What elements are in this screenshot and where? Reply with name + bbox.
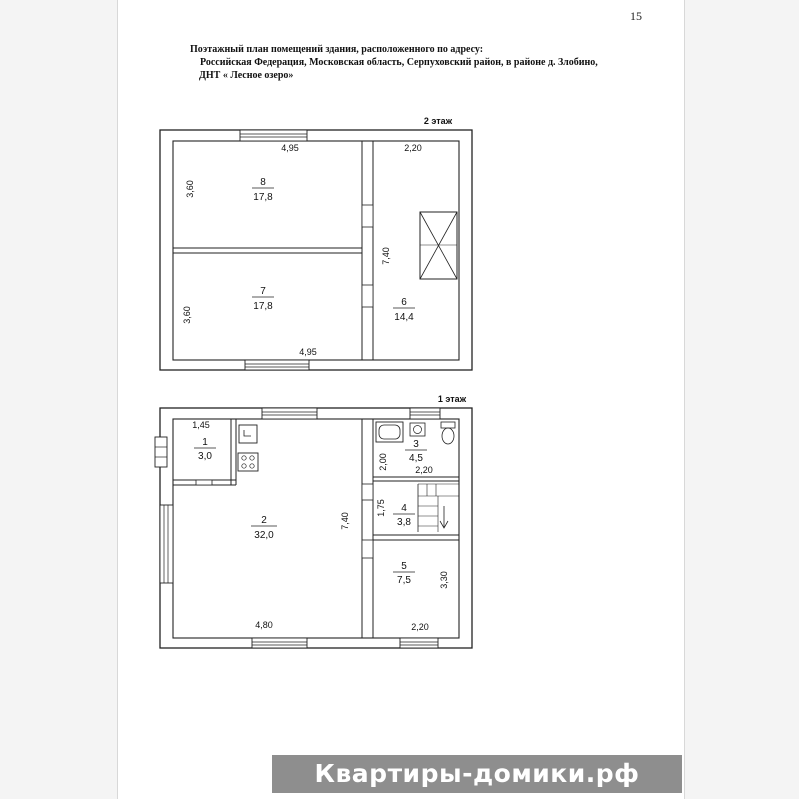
room-6-height: 7,40 — [381, 247, 391, 265]
floor-2-label: 2 этаж — [423, 116, 453, 126]
room-2-width: 4,80 — [255, 620, 273, 630]
room-3-height: 2,00 — [378, 453, 388, 471]
room-5-height: 3,30 — [439, 571, 449, 589]
room-8-height: 3,60 — [185, 180, 195, 198]
room-8-number: 8 — [260, 177, 266, 188]
room-7-area: 17,8 — [253, 301, 273, 312]
room-3-area: 4,5 — [409, 453, 423, 464]
room-3-width: 2,20 — [415, 465, 433, 475]
room-2-height: 7,40 — [340, 512, 350, 530]
room-3-number: 3 — [413, 439, 419, 450]
room-2-number: 2 — [261, 515, 267, 526]
title-line-2: Российская Федерация, Московская область, Серпуховский район, в районе д. Злобино, — [200, 57, 598, 68]
room-8-width: 4,95 — [281, 143, 299, 153]
room-6-area: 14,4 — [394, 312, 414, 323]
room-6-number: 6 — [401, 297, 407, 308]
window-bottom-right-f1 — [400, 638, 438, 648]
site-watermark: Квартиры-домики.рф — [272, 755, 682, 793]
floor-1-label: 1 этаж — [437, 394, 467, 404]
room-1-number: 1 — [202, 437, 208, 448]
room-7-height: 3,60 — [182, 306, 192, 324]
window-left-f1 — [160, 505, 173, 583]
room-5-area: 7,5 — [397, 575, 411, 586]
room-1-width: 1,45 — [192, 420, 210, 430]
window-bottom — [245, 360, 309, 370]
room-1-area: 3,0 — [198, 451, 212, 462]
room-5-width: 2,20 — [411, 622, 429, 632]
window-bottom-f1 — [252, 638, 307, 648]
entrance-steps — [155, 437, 167, 467]
title-line-1: Поэтажный план помещений здания, расположенного по адресу: — [190, 44, 484, 55]
floor-2-plan — [160, 130, 472, 370]
room-4-area: 3,8 — [397, 517, 411, 528]
window-top — [240, 130, 307, 141]
room-4-height: 1,75 — [376, 499, 386, 517]
room-8-area: 17,8 — [253, 192, 273, 203]
title-line-3: ДНТ « Лесное озеро» — [199, 70, 294, 81]
room-4-number: 4 — [401, 503, 407, 514]
room-5-number: 5 — [401, 561, 407, 572]
room-7-number: 7 — [260, 286, 266, 297]
window-top-right-f1 — [410, 408, 440, 419]
room-7-width: 4,95 — [299, 347, 317, 357]
window-top-f1 — [262, 408, 317, 419]
page-number: 15 — [630, 9, 642, 23]
room-6-width: 2,20 — [404, 143, 422, 153]
room-2-area: 32,0 — [254, 530, 274, 541]
